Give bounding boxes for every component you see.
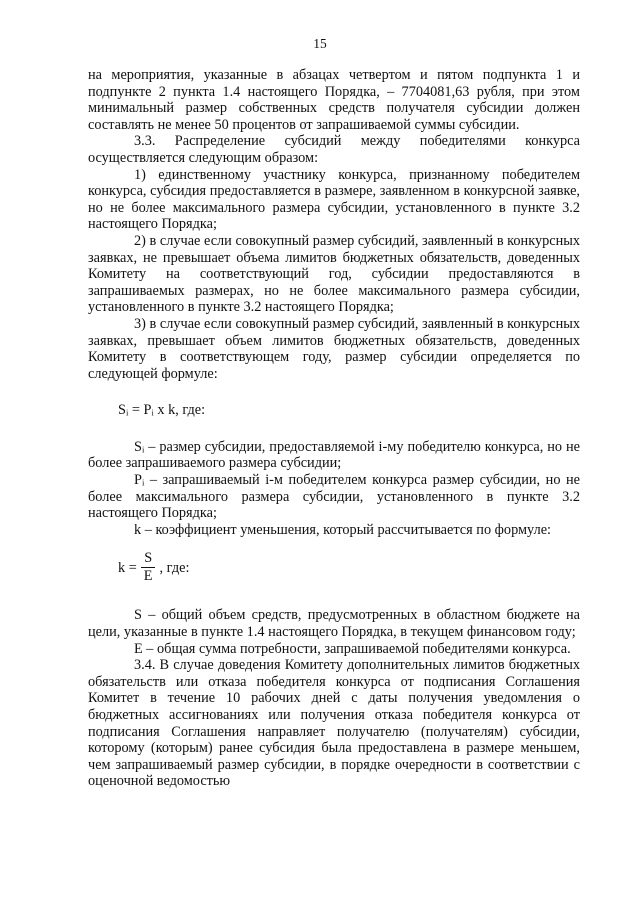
definition-k: k – коэффициент уменьшения, который рассчитывается по формуле: [134,521,552,538]
document-body [88,67,580,790]
definition-si: Sᵢ – размер субсидии, предоставляемой i-му победителю конкурса, но не более запрашиваемого размера субсидии; [88,438,580,472]
paragraph-3-4: 3.4. В случае доведения Комитету дополнительных лимитов бюджетных обязательств или отказа победителя конкурса от подписания Соглашения Комитет в течение 10 рабочих дней с даты получения уведомления о бюджетных ассигнованиях или получения отказа победителя конкурса от подписания Соглашения направляет получателю (получателям) субсидии, которому (которым) ранее субсидия была предоставлена в размере меньшем, чем запрашиваемый размер субсидии, в порядке очередности в соответствии с оценочной ведомостью [88,657,580,790]
formula-coefficient [118,550,580,585]
paragraph-item-3: 3) в случае если совокупный размер субсидий, заявленный в конкурсных заявках, превышает объем лимитов бюджетных обязательств, доведенных Комитету в соответствующем году, размер субсидии определяется по следующей формуле: [88,315,580,382]
definition-e: E – общая сумма потребности, запрашиваемой победителями конкурса. [134,640,571,657]
fraction-denominator: E [143,568,153,585]
paragraph-item-1: 1) единственному участнику конкурса, признанному победителем конкурса, субсидия предоставляется в размере, заявленном в конкурсной заявке, но не более максимального размера субсидии, установленного в пункте 3.2 настоящего Порядка; [88,166,580,233]
paragraph-item-2: 2) в случае если совокупный размер субсидий, заявленный в конкурсных заявках, не превышает объема лимитов бюджетных обязательств, доведенных Комитету на соответствующий год, субсидии предоставляются в запрашиваемых размерах, но не более максимального размера субсидии, установленного в пункте 3.2 настоящего Порядка; [88,232,580,316]
formula-subsidy: Sᵢ = Pᵢ x k, где: [118,402,206,419]
page-number: 15 [313,36,327,51]
formula-k-lhs: k = [118,559,137,576]
paragraph-continuation: на мероприятия, указанные в абзацах четвертом и пятом подпункта 1 и подпункте 2 пункта 1.4 настоящего Порядка, – 7704081,63 рубля, при этом минимальный размер собственных средств получателя субсидии должен составлять не менее 50 процентов от запрашиваемой суммы субсидии. [88,67,580,133]
formula-k-suffix: , где: [159,559,190,576]
fraction [141,550,156,585]
definition-pi: Pᵢ – запрашиваемый i-м победителем конкурса размер субсидии, но не более максимального размера субсидии, установленного в пункте 3.2 настоящего Порядка; [88,472,580,522]
paragraph-3-3: 3.3. Распределение субсидий между победителями конкурса осуществляется следующим образом: [88,133,580,166]
fraction-numerator: S [141,550,155,568]
definition-s: S – общий объем средств, предусмотренных в областном бюджете на цели, указанные в пункте 1.4 настоящего Порядка, в текущем финансовом году; [88,607,580,641]
